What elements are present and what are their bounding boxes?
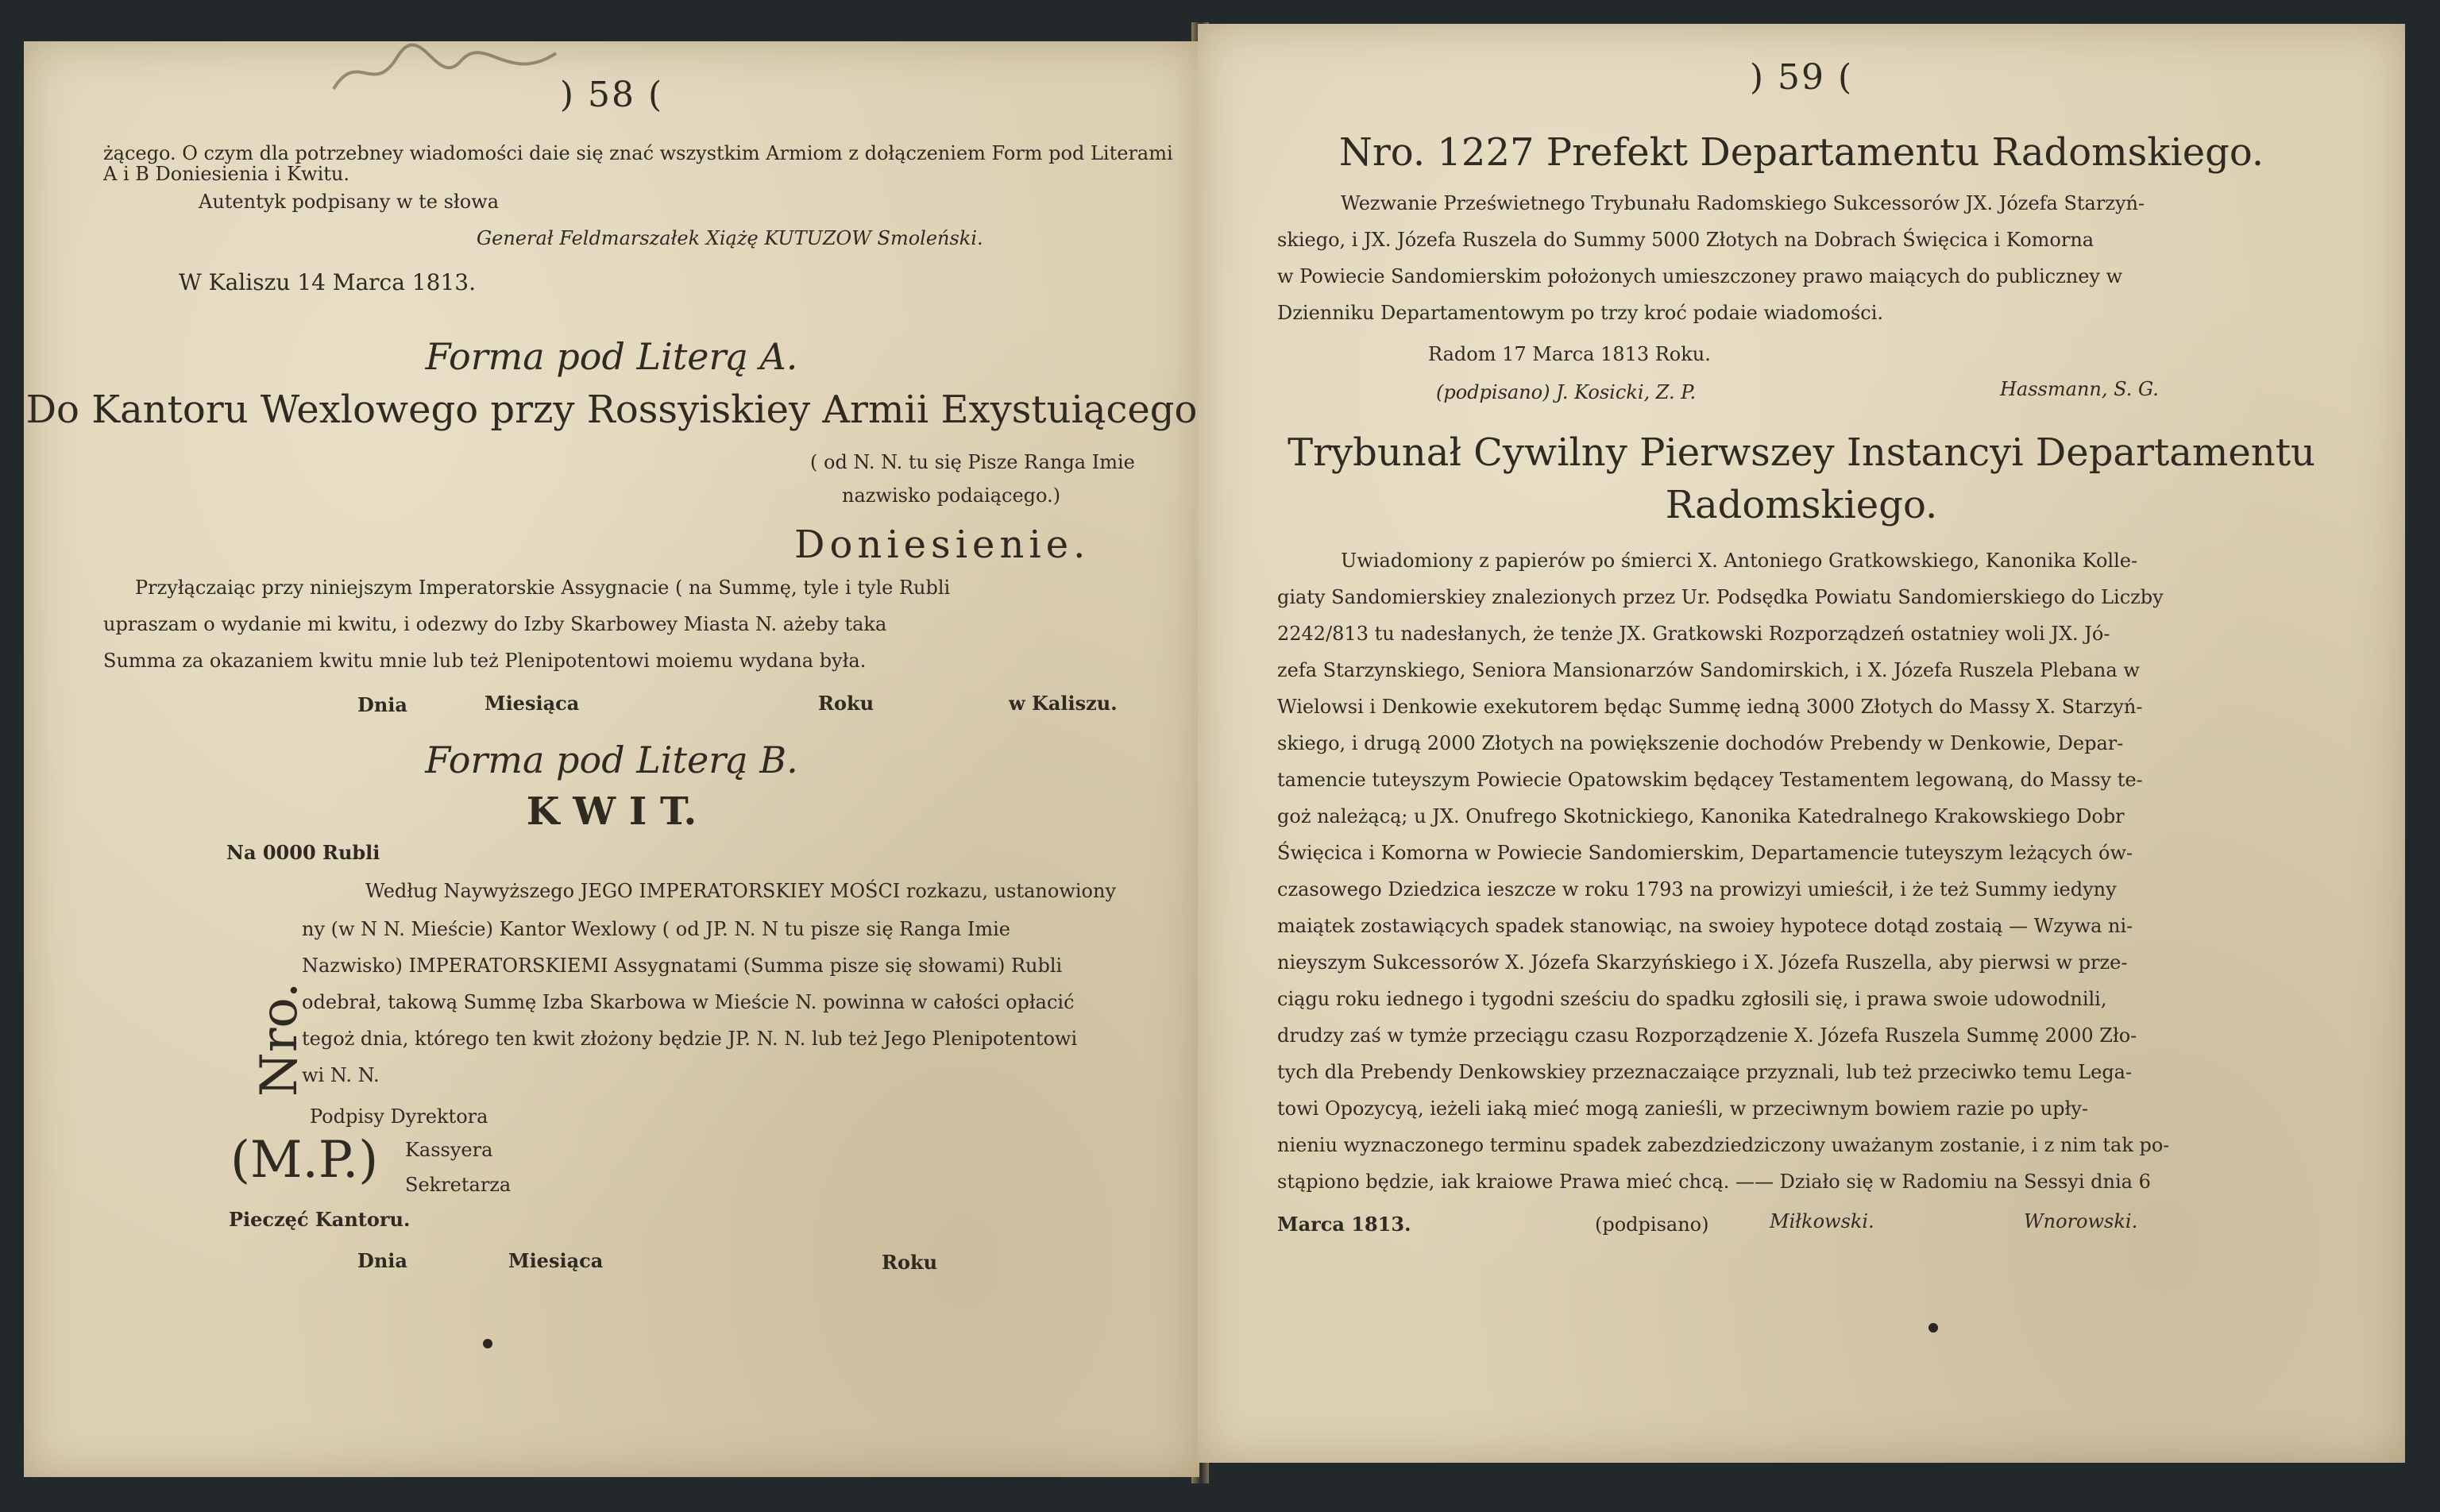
para1-line-1: Wezwanie Prześwietnego Trybunału Radomskiego Sukcessorów JX. Józefa Starzyń- (1341, 192, 2145, 214)
form-b-title: K W I T. (526, 789, 697, 834)
para2-line-9: Święcica i Komorna w Powiecie Sandomierskim, Departamencie tuteyszym leżących ów- (1277, 842, 2133, 864)
para2-line-18: stąpiono będzie, iak kraiowe Prawa mieć chcą. —— Działo się w Radomiu na Sessyi dnia 6 (1277, 1171, 2151, 1193)
para2-line-12: nieyszym Sukcessorów X. Józefa Skarzyńskiego i X. Józefa Ruszella, aby pierwsi w prze- (1277, 951, 2128, 974)
para2-line-14: drudzy zaś w tymże przeciągu czasu Rozporządzenie X. Józefa Ruszela Summę 2000 Zło- (1277, 1024, 2137, 1047)
radom-date: Radom 17 Marca 1813 Roku. (1428, 343, 1711, 365)
trybunal-heading-2: Radomskiego. (1665, 483, 1938, 527)
para2-line-6: skiego, i drugą 2000 Złotych na powiększenie dochodów Prebendy w Denkowie, Depar- (1277, 732, 2124, 754)
place-date: W Kaliszu 14 Marca 1813. (179, 269, 476, 295)
form-a-doc-title: Doniesienie. (794, 523, 1091, 567)
para2-line-10: czasowego Dziedzica ieszcze w roku 1793 na prowizyi umieścił, i że też Summy iedyny (1277, 878, 2117, 901)
para2-line-17: nieniu wyznaczonego terminu spadek zabezdziedziczony uważanym zostanie, i z nim tak po- (1277, 1134, 2170, 1156)
form-a-body-1: Przyłączaiąc przy niniejszym Imperatorskie Assygnacie ( na Summę, tyle i tyle Rubli (135, 577, 951, 599)
page-number: ) 58 ( (559, 75, 664, 115)
para2-line-7: tamencie tuteyszym Powiecie Opatowskim będącey Testamentem legowaną, do Massy te- (1277, 769, 2143, 791)
form-a-date-month: Miesiąca (485, 692, 580, 715)
form-a-sub1: ( od N. N. tu się Pisze Ranga Imie (810, 451, 1135, 473)
form-b-amount: Na 0000 Rubli (226, 841, 380, 864)
footer-milkowski: Miłkowski. (1770, 1210, 1874, 1232)
para2-line-2: giaty Sandomierskiey znalezionych przez Ur. Podsędka Powiatu Sandomierskiego do Liczby (1277, 586, 2164, 608)
form-b-body-2: ny (w N N. Mieście) Kantor Wexlowy ( od JP. N. N tu pisze się Ranga Imie (302, 918, 1010, 940)
binding-hole (483, 1339, 492, 1348)
form-b-signature-label: Podpisy Dyrektora (310, 1105, 488, 1128)
form-b-body-3: Nazwisko) IMPERATORSKIEMI Assygnatami (Summa pisze się słowami) Rubli (302, 955, 1063, 977)
para2-line-15: tych dla Prebendy Denkowskiey przeznaczaiące przyznali, lub też przeciwko temu Lega- (1277, 1061, 2133, 1083)
form-b-body-1: Według Naywyższego JEGO IMPERATORSKIEY MOŚCI rozkazu, ustanowiony (365, 880, 1117, 902)
form-b-secretary: Sekretarza (405, 1174, 512, 1196)
para2-line-4: zefa Starzynskiego, Seniora Mansionarzów Sandomirskich, i X. Józefa Ruszela Plebana w (1277, 659, 2140, 681)
form-b-body-4: odebrał, takową Summę Izba Skarbowa w Mieście N. powinna w całości opłacić (302, 991, 1075, 1013)
para1-line-4: Dzienniku Departamentowym po trzy kroć podaie wiadomości. (1277, 302, 1884, 324)
form-a-body-3: Summa za okazaniem kwitu mnie lub też Plenipotentowi moiemu wydana była. (103, 650, 867, 672)
para1-line-2: skiego, i JX. Józefa Ruszela do Summy 5000 Złotych na Dobrach Święcica i Komorna (1277, 229, 2094, 251)
authentic-note: Autentyk podpisany w te słowa (199, 191, 499, 213)
form-a-date-year: Roku (818, 692, 874, 715)
form-a-title: Do Kantoru Wexlowego przy Rossyiskiey Armii Exystuiącego (25, 388, 1198, 432)
binding-hole (1928, 1323, 1938, 1333)
para2-line-8: goż należącą; u JX. Onufrego Skotnickiego, Kanonika Katedralnego Krakowskiego Dobr (1277, 805, 2125, 827)
footer-signed: (podpisano) (1595, 1213, 1709, 1236)
form-b-cashier: Kassyera (405, 1139, 493, 1161)
form-a-date-day: Dnia (357, 693, 407, 716)
footer-wnorowski: Wnorowski. (2024, 1210, 2138, 1232)
form-a-body-2: upraszam o wydanie mi kwitu, i odezwy do Izby Skarbowey Miasta N. ażeby taka (103, 613, 887, 635)
form-a-heading: Forma pod Literą A. (425, 335, 798, 378)
form-b-date-month: Miesiąca (508, 1249, 604, 1272)
para2-line-3: 2242/813 tu nadesłanych, że tenże JX. Gratkowski Rozporządzeń ostatniey woli JX. Jó- (1277, 623, 2110, 645)
form-b-body-5: tegoż dnia, którego ten kwit złożony będzie JP. N. N. lub też Jego Plenipotentowi (302, 1028, 1078, 1050)
intro-text: żącego. O czym dla potrzebney wiadomości daie się znać wszystkim Armiom z dołączeniem Form pod Literami A i B Doniesienia i Kwitu. (103, 142, 1173, 185)
para2-line-13: ciągu roku iednego i tygodni sześciu do spadku zgłosili się, i prawa swoie udowodnili, (1277, 988, 2107, 1010)
para2-line-1: Uwiadomiony z papierów po śmierci X. Antoniego Gratkowskiego, Kanonika Kolle- (1341, 550, 2138, 572)
form-b-seal-label: Pieczęć Kantoru. (229, 1208, 411, 1231)
left-page (24, 41, 1199, 1477)
nro-vertical: Nro. (250, 982, 310, 1097)
para2-line-16: towi Opozycyą, ieżeli iaką mieć mogą zanieśli, w przeciwnym bowiem razie po upły- (1277, 1097, 2088, 1120)
signature-kutuzow: Generał Feldmarszałek Xiążę KUTUZOW Smoleński. (477, 227, 983, 249)
signature-kosicki: (podpisano) J. Kosicki, Z. P. (1436, 381, 1697, 403)
para2-line-5: Wielowsi i Denkowie exekutorem będąc Summę iedną 3000 Złotych do Massy X. Starzyń- (1277, 696, 2143, 718)
form-a-date-place: w Kaliszu. (1009, 692, 1118, 715)
form-b-body-6: wi N. N. (302, 1064, 380, 1086)
form-a-sub2: nazwisko podaiącego.) (842, 484, 1061, 507)
page-number: ) 59 ( (1749, 57, 1854, 98)
form-b-heading: Forma pod Literą B. (425, 739, 798, 781)
trybunal-heading: Trybunał Cywilny Pierwszey Instancyi Departamentu (1288, 430, 2315, 475)
mp-seal-mark: (M.P.) (230, 1131, 379, 1190)
right-page (1198, 24, 2405, 1463)
footer-date: Marca 1813. (1277, 1213, 1411, 1236)
para1-line-3: w Powiecie Sandomierskim położonych umieszczoney prawo maiących do publiczney w (1277, 265, 2123, 287)
form-b-date-day: Dnia (357, 1249, 407, 1272)
para2-line-11: maiątek zostawiących spadek stanowiąc, na swoiey hypotece dotąd zostaią — Wzywa ni- (1277, 915, 2133, 937)
prefekt-heading: Nro. 1227 Prefekt Departamentu Radomskiego. (1338, 130, 2264, 175)
signature-hassmann: Hassmann, S. G. (2000, 378, 2159, 400)
form-b-date-year: Roku (882, 1251, 938, 1274)
